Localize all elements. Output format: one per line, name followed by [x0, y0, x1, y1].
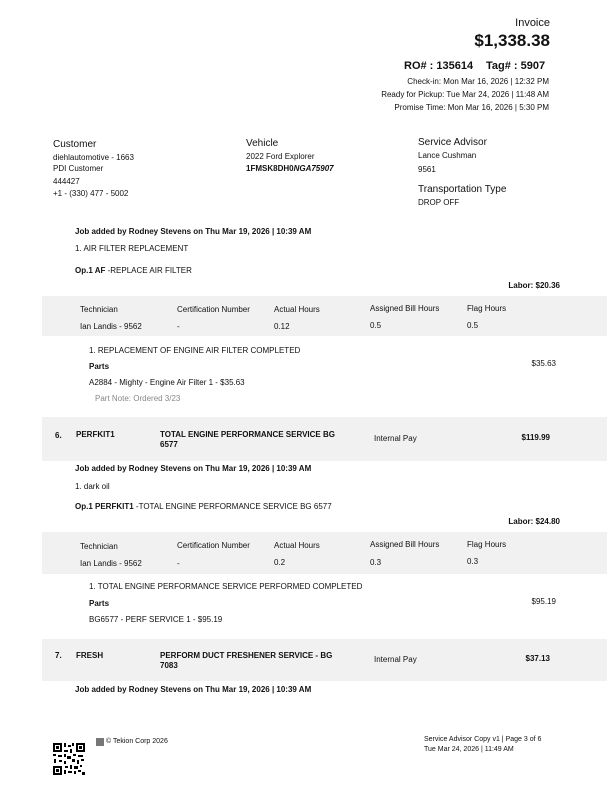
th-certification: Certification Number: [177, 305, 250, 314]
customer-phone: +1 - (330) 477 - 5002: [53, 189, 129, 198]
advisor-title: Service Advisor: [418, 137, 487, 148]
op-desc: -REPLACE AIR FILTER: [105, 266, 192, 275]
op-desc: -TOTAL ENGINE PERFORMANCE SERVICE BG 6577: [133, 502, 332, 511]
job-code: PERFKIT1: [76, 430, 115, 439]
customer-company: PDI Customer: [53, 164, 104, 173]
job-story: 1. REPLACEMENT OF ENGINE AIR FILTER COMPLETED: [89, 346, 301, 355]
job-title-line2: 6577: [160, 440, 178, 449]
td-flag-hours: 0.5: [467, 321, 479, 330]
transport-value: DROP OFF: [418, 198, 460, 207]
part-line: BG6577 - PERF SERVICE 1 - $95.19: [89, 615, 223, 624]
qr-code-icon: [52, 742, 86, 776]
customer-name: diehlautomotive - 1663: [53, 153, 134, 162]
tekion-logo-icon: [96, 738, 104, 746]
td-assigned-hours: 0.5: [370, 321, 382, 330]
job-story: 1. TOTAL ENGINE PERFORMANCE SERVICE PERFORMED COMPLETED: [89, 582, 363, 591]
print-time: Tue Mar 24, 2026 | 11:49 AM: [424, 746, 514, 753]
labor-amount: Labor: $20.36: [508, 281, 560, 290]
job-code: FRESH: [76, 651, 104, 660]
td-assigned-hours: 0.3: [370, 558, 382, 567]
tag-number: Tag# : 5907: [486, 60, 546, 72]
parts-label: Parts: [89, 362, 110, 371]
ro-number: RO# : 135614: [404, 60, 474, 72]
vin-suffix: NGA75907: [293, 164, 334, 173]
job-number: 7.: [55, 651, 62, 660]
td-certification: -: [177, 559, 180, 568]
operation-line: [75, 266, 192, 275]
job-amount: $119.99: [521, 433, 550, 442]
copy-info: Service Advisor Copy v1 | Page 3 of 6: [424, 736, 542, 743]
job-amount: $37.13: [525, 654, 550, 663]
vehicle-vin: [246, 164, 334, 173]
advisor-name: Lance Cushman: [418, 151, 477, 160]
job-concern: 1. dark oil: [75, 482, 110, 491]
part-note: Part Note: Ordered 3/23: [95, 394, 181, 403]
job-concern: 1. AIR FILTER REPLACEMENT: [75, 244, 189, 253]
vehicle-model: 2022 Ford Explorer: [246, 152, 315, 161]
job-number: 6.: [55, 431, 62, 440]
td-technician: Ian Landis - 9562: [80, 322, 142, 331]
td-flag-hours: 0.3: [467, 557, 479, 566]
job-added-by: Job added by Rodney Stevens on Thu Mar 19, 2026 | 10:39 AM: [75, 464, 312, 473]
copyright: © Tekion Corp 2026: [106, 738, 168, 745]
th-flag-hours: Flag Hours: [467, 540, 507, 549]
job-added-by: Job added by Rodney Stevens on Thu Mar 19, 2026 | 10:39 AM: [75, 227, 312, 236]
th-technician: Technician: [80, 542, 118, 551]
th-flag-hours: Flag Hours: [467, 304, 507, 313]
op-code: Op.1 AF: [75, 266, 106, 275]
th-actual-hours: Actual Hours: [274, 541, 320, 550]
td-technician: Ian Landis - 9562: [80, 559, 142, 568]
th-assigned-hours: Assigned Bill Hours: [370, 304, 440, 313]
promise-time: Promise Time: Mon Mar 16, 2026 | 5:30 PM: [394, 103, 549, 112]
job-title-line1: PERFORM DUCT FRESHENER SERVICE - BG: [160, 651, 333, 660]
th-technician: Technician: [80, 305, 118, 314]
th-assigned-hours: Assigned Bill Hours: [370, 540, 440, 549]
customer-id: 444427: [53, 177, 80, 186]
customer-title: Customer: [53, 139, 97, 150]
td-actual-hours: 0.2: [274, 558, 286, 567]
transport-title: Transportation Type: [418, 184, 507, 195]
ready-time: Ready for Pickup: Tue Mar 24, 2026 | 11:48 AM: [381, 90, 549, 99]
op-code: Op.1 PERFKIT1: [75, 502, 134, 511]
operation-line: [75, 502, 332, 511]
parts-label: Parts: [89, 599, 110, 608]
job-header-bg: [42, 639, 607, 681]
invoice-label: Invoice: [515, 17, 550, 29]
vehicle-title: Vehicle: [246, 138, 279, 149]
advisor-id: 9561: [418, 165, 436, 174]
job-title-line2: 7083: [160, 661, 178, 670]
parts-total: $35.63: [531, 359, 556, 368]
th-actual-hours: Actual Hours: [274, 305, 320, 314]
labor-amount: Labor: $24.80: [508, 517, 560, 526]
job-title-line1: TOTAL ENGINE PERFORMANCE SERVICE BG: [160, 430, 335, 439]
job-pay-type: Internal Pay: [374, 655, 417, 664]
part-line: A2884 - Mighty - Engine Air Filter 1 - $35.63: [89, 378, 245, 387]
td-actual-hours: 0.12: [274, 322, 290, 331]
th-certification: Certification Number: [177, 541, 250, 550]
job-pay-type: Internal Pay: [374, 434, 417, 443]
vin-prefix: 1FMSK8DH0: [246, 164, 294, 173]
invoice-total: $1,338.38: [474, 31, 550, 50]
job-added-by: Job added by Rodney Stevens on Thu Mar 19, 2026 | 10:39 AM: [75, 685, 312, 694]
checkin-time: Check-in: Mon Mar 16, 2026 | 12:32 PM: [407, 77, 549, 86]
td-certification: -: [177, 322, 180, 331]
parts-total: $95.19: [531, 597, 556, 606]
